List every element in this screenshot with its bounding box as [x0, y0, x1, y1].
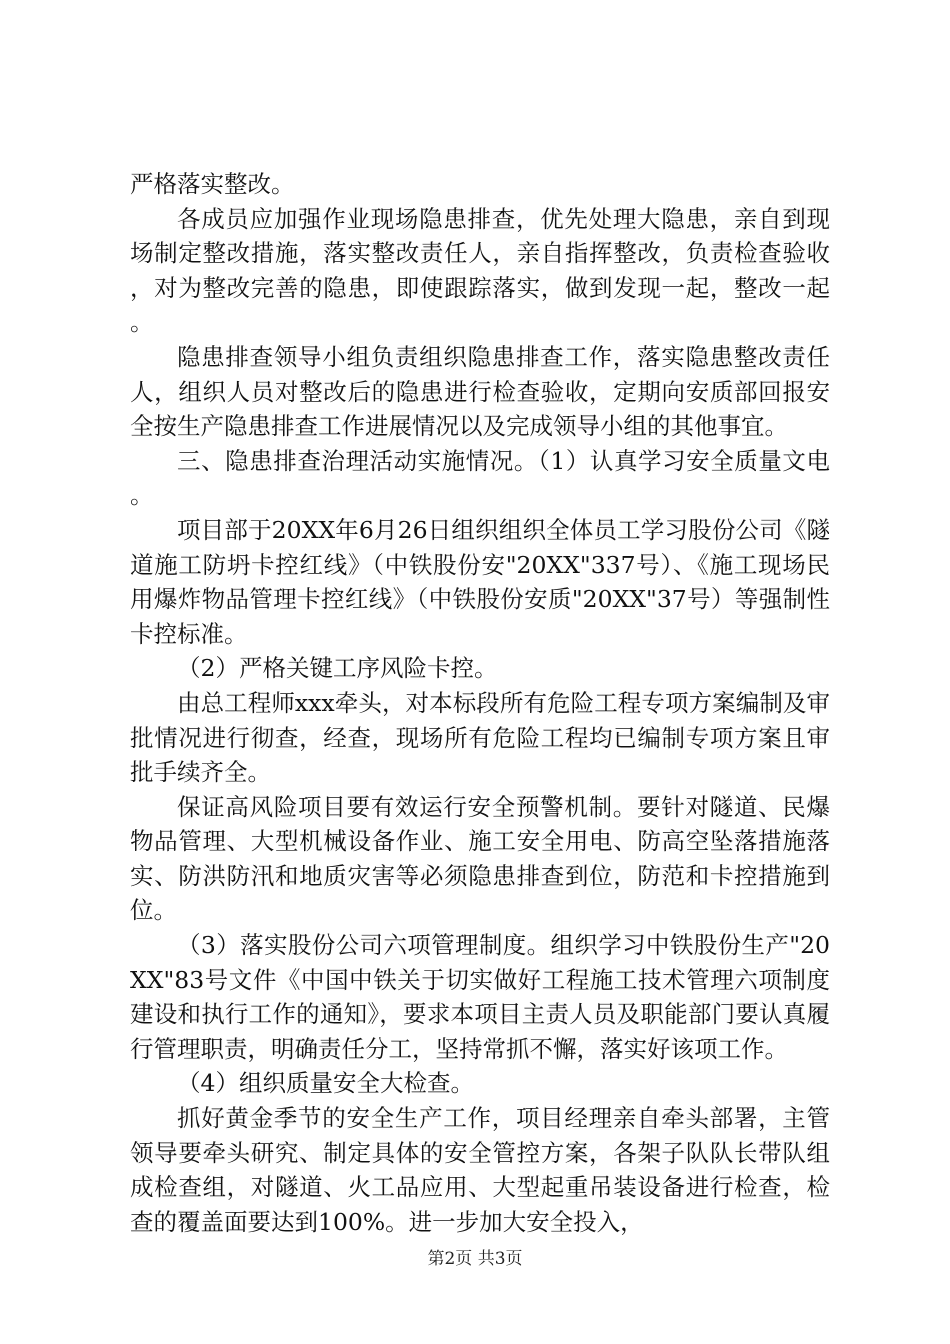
paragraph-7: 由总工程师xxx牵头，对本标段所有危险工程专项方案编制及审批情况进行彻查，经查，现场所有危险工程均已编制专项方案且审批手续齐全。 [130, 688, 830, 787]
page-number-footer: 第2页 共3页 [427, 1249, 523, 1269]
paragraph-4: 三、隐患排查治理活动实施情况。（1）认真学习安全质量文电。 [130, 446, 830, 510]
document-body [130, 167, 830, 1239]
paragraph-6: （2）严格关键工序风险卡控。 [177, 654, 498, 683]
paragraph-10: （4）组织质量安全大检查。 [177, 1069, 474, 1098]
paragraph-3: 隐患排查领导小组负责组织隐患排查工作，落实隐患整改责任人，组织人员对整改后的隐患进行检查验收，定期向安质部回报安全按生产隐患排查工作进展情况以及完成领导小组的其他事宜。 [130, 342, 830, 441]
paragraph-11: 抓好黄金季节的安全生产工作，项目经理亲自牵头部署，主管领导要牵头研究、制定具体的安全管控方案，各架子队队长带队组成检查组，对隧道、火工品应用、大型起重吊装设备进行检查，检查的覆盖面要达到100%。进一步加大安全投入， [130, 1104, 830, 1236]
paragraph-1: 严格落实整改。 [130, 170, 295, 198]
paragraph-8: 保证高风险项目要有效运行安全预警机制。要针对隧道、民爆物品管理、大型机械设备作业、施工安全用电、防高空坠落措施落实、防洪防汛和地质灾害等必须隐患排查到位，防范和卡控措施到位。 [130, 792, 830, 925]
paragraph-5: 项目部于20XX年6月26日组织组织全体员工学习股份公司《隧道施工防坍卡控红线》（中铁股份安"20XX"337号）、《施工现场民用爆炸物品管理卡控红线》（中铁股份安质"20XX"37号）等强制性卡控标准。 [130, 515, 830, 648]
paragraph-9: （3）落实股份公司六项管理制度。组织学习中铁股份生产"20XX"83号文件《中国中铁关于切实做好工程施工技术管理六项制度建设和执行工作的通知》，要求本项目主责人员及职能部门要认真履行管理职责，明确责任分工，坚持常抓不懈，落实好该项工作。 [130, 931, 830, 1063]
paragraph-2: 各成员应加强作业现场隐患排查，优先处理大隐患，亲自到现场制定整改措施，落实整改责任人，亲自指挥整改，负责检查验收，对为整改完善的隐患，即使跟踪落实，做到发现一起，整改一起。 [130, 204, 830, 337]
